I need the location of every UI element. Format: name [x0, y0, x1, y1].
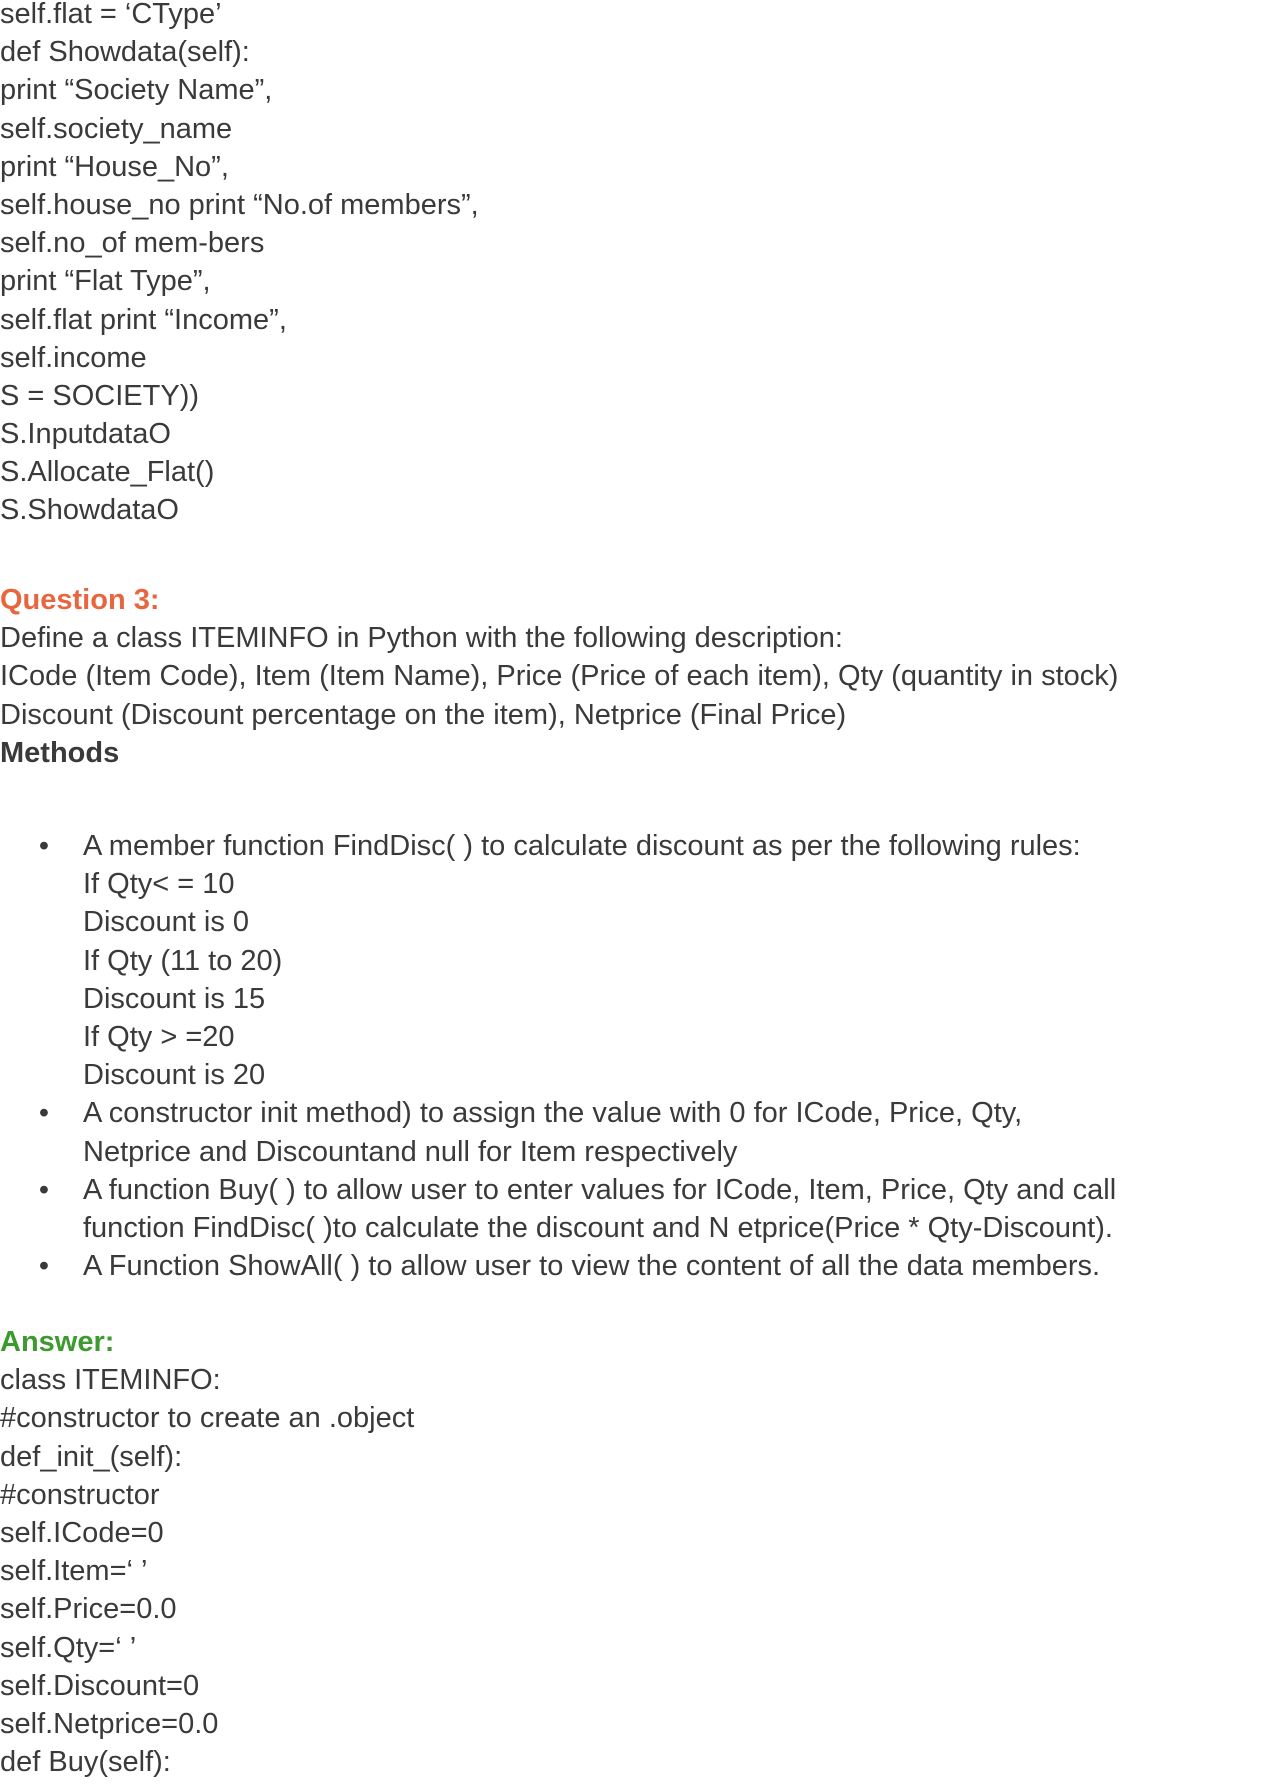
bullet-text: A function Buy( ) to allow user to enter values for ICode, Item, Price, Qty and call [83, 1173, 1117, 1206]
code-line: def Buy(self): [0, 1746, 171, 1779]
code-line: print “House_No”, [0, 150, 229, 183]
answer-section [0, 1323, 1283, 1781]
code-line: #constructor [0, 1478, 160, 1511]
code-line: self.no_of mem-bers [0, 227, 265, 260]
bullet-item-continuation: Discount is 0 [83, 906, 250, 939]
code-line: self.flat = ‘CType’ [0, 0, 222, 30]
bullet-item-text [0, 827, 1283, 865]
question-heading: Question 3: [0, 584, 160, 616]
code-line: S.Allocate_Flat() [0, 456, 215, 489]
bullet-item-continuation: If Qty< = 10 [83, 868, 235, 901]
code-line: #constructor to create an .object [0, 1402, 415, 1435]
bullet-item-text [0, 1171, 1283, 1209]
bullet-item-continuation: function FindDisc( )to calculate the discount and N etprice(Price * Qty-Discount). [83, 1211, 1113, 1244]
bullet-text: A Function ShowAll( ) to allow user to view the content of all the data members. [83, 1250, 1101, 1283]
code-line: self.flat print “Income”, [0, 303, 287, 336]
bullet-item-continuation: If Qty > =20 [83, 1020, 235, 1053]
bullet-item-text [0, 1094, 1283, 1132]
bullet-item-continuation: Discount is 15 [83, 982, 266, 1015]
code-line: self.Qty=‘ ’ [0, 1631, 137, 1664]
description-line: Define a class ITEMINFO in Python with the following description: [0, 622, 843, 655]
methods-list [0, 827, 1283, 1285]
answer-code-listing [0, 1361, 1283, 1781]
question-description [0, 619, 1283, 734]
bullet-icon: • [38, 1173, 50, 1206]
code-line: S = SOCIETY)) [0, 379, 200, 412]
code-line: def_init_(self): [0, 1440, 183, 1473]
code-listing-top [0, 0, 1283, 530]
methods-label: Methods [0, 736, 120, 769]
bullet-icon: • [38, 830, 50, 862]
answer-heading: Answer: [0, 1326, 115, 1358]
bullet-item-text [0, 1247, 1283, 1285]
code-line: self.Netprice=0.0 [0, 1707, 219, 1740]
bullet-icon: • [38, 1250, 50, 1283]
code-line: def Showdata(self): [0, 36, 250, 69]
code-line: print “Society Name”, [0, 74, 273, 107]
bullet-item-continuation: Discount is 20 [83, 1059, 266, 1092]
description-line: Discount (Discount percentage on the item), Netprice (Final Price) [0, 698, 847, 731]
bullet-text: A member function FindDisc( ) to calculate discount as per the following rules: [83, 830, 1081, 862]
bullet-item-continuation: If Qty (11 to 20) [83, 944, 283, 977]
code-line: self.Discount=0 [0, 1669, 200, 1702]
bullet-text: A constructor init method) to assign the value with 0 for ICode, Price, Qty, [83, 1097, 1023, 1130]
code-line: self.ICode=0 [0, 1516, 164, 1549]
code-line: self.Item=‘ ’ [0, 1555, 148, 1588]
code-line: S.InputdataO [0, 418, 171, 451]
code-line: S.ShowdataO [0, 494, 179, 527]
code-line: self.Price=0.0 [0, 1593, 177, 1626]
code-line: self.house_no print “No.of members”, [0, 188, 479, 221]
code-line: self.income [0, 341, 147, 374]
bullet-item-continuation: Netprice and Discountand null for Item respectively [83, 1135, 738, 1168]
code-line: self.society_name [0, 112, 233, 145]
code-line: print “Flat Type”, [0, 265, 211, 298]
question-section [0, 581, 1283, 772]
code-line: class ITEMINFO: [0, 1364, 221, 1397]
bullet-icon: • [38, 1097, 50, 1130]
description-line: ICode (Item Code), Item (Item Name), Price (Price of each item), Qty (quantity in stock) [0, 660, 1119, 693]
